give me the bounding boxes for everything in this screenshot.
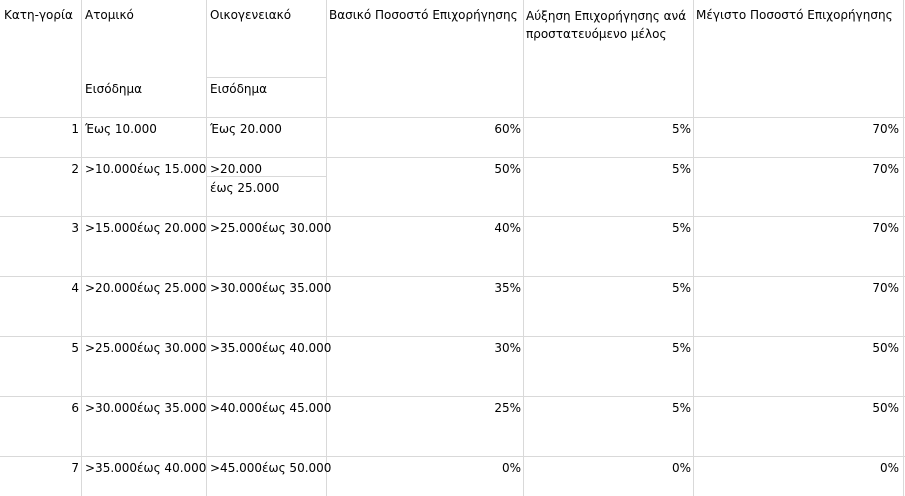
cell-base-rate[interactable]: 25%	[494, 401, 521, 415]
cell-individual-income[interactable]: >30.000έως 35.000	[85, 401, 207, 415]
cell-family-income[interactable]: >30.000έως 35.000	[210, 281, 332, 295]
grid-vline	[523, 0, 524, 496]
grid-hline	[0, 336, 905, 337]
cell-increase[interactable]: 5%	[671, 122, 691, 136]
cell-category[interactable]: 4	[71, 281, 79, 295]
grid-vline	[81, 0, 82, 496]
grid-vline	[326, 0, 327, 496]
cell-increase[interactable]: 5%	[671, 221, 691, 235]
cell-increase[interactable]: 5%	[671, 162, 691, 176]
cell-category[interactable]: 3	[71, 221, 79, 235]
grid-hline	[0, 396, 905, 397]
cell-individual-income[interactable]: >25.000έως 30.000	[85, 341, 207, 355]
cell-base-rate[interactable]: 40%	[494, 221, 521, 235]
cell-max-rate[interactable]: 0%	[879, 461, 899, 475]
cell-family-income[interactable]: >40.000έως 45.000	[210, 401, 332, 415]
cell-max-rate[interactable]: 70%	[872, 221, 899, 235]
cell-individual-income[interactable]: >10.000έως 15.000	[85, 162, 207, 176]
grid-hline	[0, 216, 905, 217]
cell-base-rate[interactable]: 30%	[494, 341, 521, 355]
cell-family-income[interactable]: >35.000έως 40.000	[210, 341, 332, 355]
header-category[interactable]: Κατη-γορία	[4, 8, 73, 22]
cell-category[interactable]: 1	[71, 122, 79, 136]
header-max-rate[interactable]: Μέγιστο Ποσοστό Επιχορήγησης	[696, 8, 893, 22]
cell-increase[interactable]: 5%	[671, 281, 691, 295]
cell-max-rate[interactable]: 50%	[872, 341, 899, 355]
grid-vline	[206, 0, 207, 496]
header-individual-income[interactable]: Εισόδημα	[85, 82, 143, 96]
header-increase[interactable]: Αύξηση Επιχορήγησης ανά προστατευόμενο μέλος	[526, 9, 687, 41]
grid-hline	[0, 276, 905, 277]
header-individual[interactable]: Ατομικό	[85, 8, 134, 22]
cell-category[interactable]: 6	[71, 401, 79, 415]
cell-base-rate[interactable]: 35%	[494, 281, 521, 295]
cell-category[interactable]: 7	[71, 461, 79, 475]
cell-increase[interactable]: 5%	[671, 401, 691, 415]
cell-max-rate[interactable]: 70%	[872, 162, 899, 176]
header-family-income[interactable]: Εισόδημα	[210, 82, 268, 96]
cell-base-rate[interactable]: 0%	[501, 461, 521, 475]
cell-increase[interactable]: 5%	[671, 341, 691, 355]
cell-individual-income[interactable]: Έως 10.000	[85, 122, 157, 136]
grid-hline	[0, 456, 905, 457]
cell-family-income[interactable]: Έως 20.000	[210, 122, 282, 136]
cell-max-rate[interactable]: 70%	[872, 281, 899, 295]
grid-vline	[693, 0, 694, 496]
cell-individual-income[interactable]: >15.000έως 20.000	[85, 221, 207, 235]
grid-vline	[903, 0, 904, 496]
grid-hline	[0, 117, 905, 118]
cell-increase[interactable]: 0%	[671, 461, 691, 475]
cell-individual-income[interactable]: >35.000έως 40.000	[85, 461, 207, 475]
cell-individual-income[interactable]: >20.000έως 25.000	[85, 281, 207, 295]
grid-hline	[206, 77, 326, 78]
cell-family-income[interactable]: >20.000	[210, 162, 263, 176]
header-family[interactable]: Οικογενειακό	[210, 8, 292, 22]
cell-family-income[interactable]: >45.000έως 50.000	[210, 461, 332, 475]
cell-base-rate[interactable]: 60%	[494, 122, 521, 136]
cell-category[interactable]: 2	[71, 162, 79, 176]
cell-max-rate[interactable]: 70%	[872, 122, 899, 136]
cell-category[interactable]: 5	[71, 341, 79, 355]
cell-family-income[interactable]: >25.000έως 30.000	[210, 221, 332, 235]
cell-base-rate[interactable]: 50%	[494, 162, 521, 176]
cell-max-rate[interactable]: 50%	[872, 401, 899, 415]
cell-family-income-continued[interactable]: έως 25.000	[210, 181, 280, 195]
header-base-rate[interactable]: Βασικό Ποσοστό Επιχορήγησης	[329, 8, 518, 22]
grid-hline	[0, 157, 905, 158]
